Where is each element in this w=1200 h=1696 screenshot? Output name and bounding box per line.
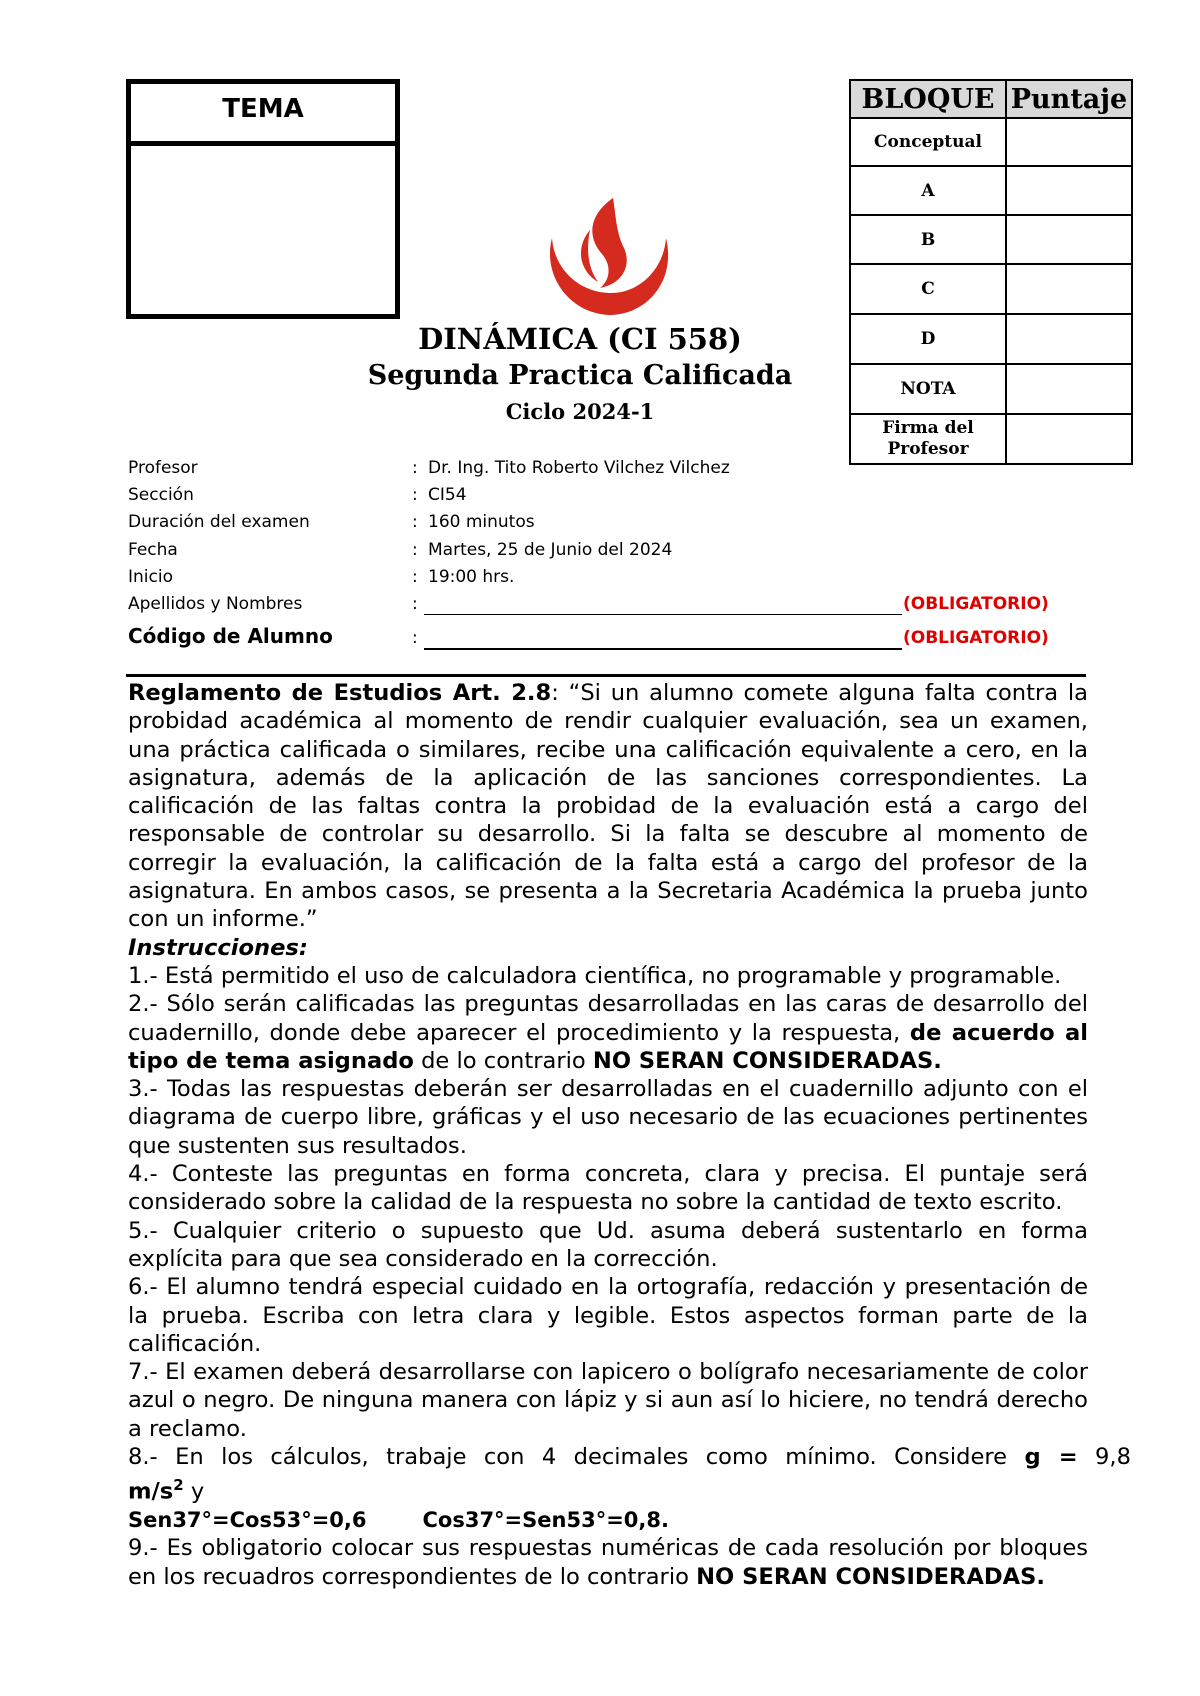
codigo-obligatorio: (OBLIGATORIO) <box>903 628 1049 648</box>
instruction-9-warning: NO SERAN CONSIDERADAS. <box>696 1563 1046 1590</box>
instruction-5: 5.- Cualquier criterio o supuesto que Ud. asuma deberá sustentarlo en forma explícita para que sea considerado en la corrección. <box>128 1217 1088 1272</box>
codigo-field[interactable] <box>424 648 902 650</box>
score-cell-a <box>1006 166 1132 215</box>
fecha-label: Fecha <box>128 540 178 560</box>
instruction-4: 4.- Conteste las preguntas en forma concreta, clara y precisa. El puntaje será considerado sobre la calidad de la respuesta no sobre la cantidad de texto escrito. <box>128 1161 1088 1216</box>
firma-line2: Profesor <box>887 439 969 459</box>
instruction-9-text: 9.- Es obligatorio colocar sus respuestas numéricas de cada resolución por bloques en los recuadros correspondientes de lo contrario <box>128 1535 1088 1590</box>
sin-cos-values-2: Cos37°=Sen53°=0,8. <box>422 1508 669 1533</box>
instruction-2-warning: NO SERAN CONSIDERADAS. <box>592 1047 942 1074</box>
reglamento-text: : “Si un alumno comete alguna falta contra la probidad académica al momento de rendir cualquier evaluación, sea un examen, una práctica calificada o similares, recibe una calificación equivalente a cero, en la asignatura, además de la aplicación de las sanciones correspondientes. La calificación de las faltas contra la probidad de la evaluación está a cargo del responsable de controlar su desarrollo. Si la falta se descubre al momento de corregir la evaluación, la calificación de la falta está a cargo del profesor de la asignatura. En ambos casos, se presenta a la Secretaria Académica la prueba junto con un informe.” <box>128 680 1089 933</box>
nombres-label: Apellidos y Nombres <box>128 594 303 614</box>
seccion-label: Sección <box>128 485 194 505</box>
instruction-8-and: y <box>183 1478 205 1505</box>
instruction-9 <box>128 1534 1088 1591</box>
instrucciones-heading: Instrucciones: <box>128 934 308 961</box>
colon: : <box>412 567 418 587</box>
score-cell-conceptual <box>1006 118 1132 166</box>
score-cell-c <box>1006 264 1132 314</box>
firma-line1: Firma del <box>882 418 974 438</box>
tema-label: TEMA <box>131 84 395 146</box>
inicio-value: 19:00 hrs. <box>428 567 515 587</box>
header-puntaje: Puntaje <box>1006 80 1132 118</box>
instruction-2 <box>128 990 1088 1075</box>
colon: : <box>412 540 418 560</box>
nombres-field[interactable] <box>424 614 902 615</box>
duracion-value: 160 minutos <box>428 512 535 532</box>
profesor-value: Dr. Ing. Tito Roberto Vilchez Vilchez <box>428 458 730 478</box>
divider <box>126 674 1086 677</box>
instruction-1: 1.- Está permitido el uso de calculadora científica, no programable y programable. <box>128 962 1062 989</box>
tema-box <box>126 79 400 319</box>
row-c: C <box>850 264 1006 314</box>
row-b: B <box>850 215 1006 264</box>
reglamento-lead: Reglamento de Estudios Art. 2.8 <box>128 680 552 706</box>
colon: : <box>412 512 418 532</box>
sin-cos-values-1: Sen37°=Cos53°=0,6 <box>128 1508 367 1533</box>
row-a: A <box>850 166 1006 215</box>
instruction-3: 3.- Todas las respuestas deberán ser desarrolladas en el cuadernillo adjunto con el diagrama de cuerpo libre, gráficas y el uso necesario de las ecuaciones pertinentes que sustenten sus resultados. <box>128 1076 1088 1159</box>
exam-subtitle: Segunda Practica Calificada <box>367 360 793 391</box>
instruction-8-text: 8.- En los cálculos, trabaje con 4 decimales como mínimo. Considere <box>128 1444 1025 1471</box>
colon: : <box>412 485 418 505</box>
instruction-7: 7.- El examen deberá desarrollarse con lapicero o bolígrafo necesariamente de color azul o negro. De ninguna manera con lápiz y si aun así lo hiciere, no tendrá derecho a reclamo. <box>128 1359 1088 1442</box>
seccion-value: CI54 <box>428 485 467 505</box>
nombres-obligatorio: (OBLIGATORIO) <box>903 594 1049 614</box>
colon: : <box>412 628 418 648</box>
instruction-2-text-b: de lo contrario <box>413 1047 593 1074</box>
gravity-exponent: 2 <box>173 1476 184 1495</box>
gravity-symbol: g = <box>1024 1444 1078 1471</box>
profesor-label: Profesor <box>128 458 198 478</box>
duracion-label: Duración del examen <box>128 512 310 532</box>
codigo-label: Código de Alumno <box>128 624 333 648</box>
instruction-8 <box>128 1443 1131 1471</box>
inicio-label: Inicio <box>128 567 173 587</box>
gravity-unit: m/s <box>128 1478 174 1505</box>
cycle-label: Ciclo 2024-1 <box>505 399 655 424</box>
header-bloque: BLOQUE <box>850 80 1006 118</box>
instruction-6: 6.- El alumno tendrá especial cuidado en la ortografía, redacción y presentación de la prueba. Escriba con letra clara y legible. Estos aspectos forman parte de la calificación. <box>128 1274 1088 1357</box>
row-nota: NOTA <box>850 364 1006 414</box>
instruction-2-text: 2.- Sólo serán calificadas las preguntas desarrolladas en las caras de desarrollo del cuadernillo, donde debe aparecer el procedimiento y la respuesta, <box>128 991 1088 1046</box>
reglamento-paragraph <box>128 679 1088 934</box>
university-logo-icon <box>540 196 678 318</box>
row-d: D <box>850 314 1006 364</box>
colon: : <box>412 594 418 614</box>
exam-rules <box>128 679 1131 1591</box>
row-conceptual: Conceptual <box>850 118 1006 166</box>
course-title: DINÁMICA (CI 558) <box>418 322 742 356</box>
fecha-value: Martes, 25 de Junio del 2024 <box>428 540 673 560</box>
gravity-value: 9,8 <box>1077 1444 1131 1471</box>
instruction-2-emphasis: de acuerdo al tipo de tema asignado <box>128 1019 1088 1074</box>
score-cell-b <box>1006 215 1132 264</box>
colon: : <box>412 458 418 478</box>
